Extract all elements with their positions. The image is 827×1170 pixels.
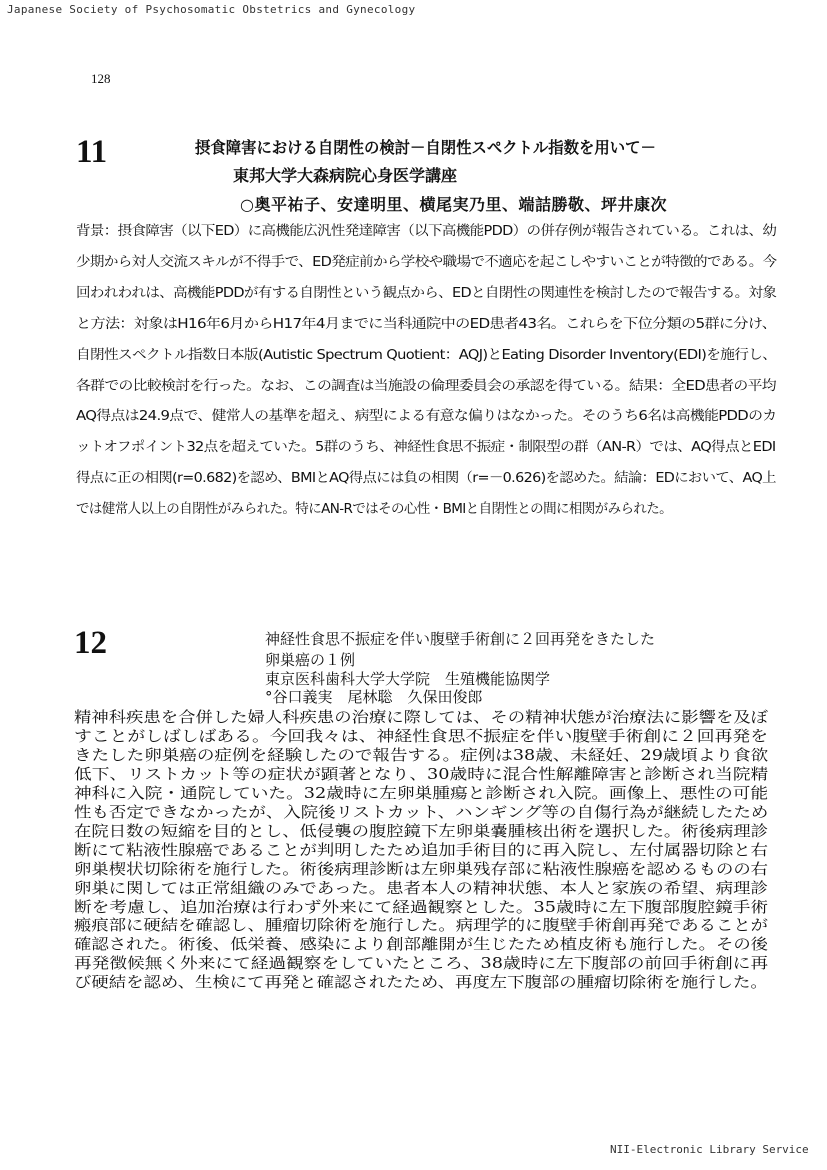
abstract-12-body-line: 確認された。術後、低栄養、感染により創部離開が生じたため植皮術も施行した。その後 — [74, 935, 769, 954]
abstract-12-body-line: 瘢痕部に硬結を確認し、腫瘤切除術を施行した。病理学的に腹壁手術創再発であることが — [74, 916, 769, 935]
abstract-11-affiliation: 東邦大学大森病院心身医学講座 — [233, 166, 458, 185]
abstract-12-body-line: 精神科疾患を合併した婦人科疾患の治療に際しては、その精神状態が治療法に影響を及ぼ — [74, 708, 769, 726]
abstract-11-body-line: では健常人以上の自閉性がみられた。特にAN-Rではその心性・BMIと自閉性との間に相関がみられた。 — [76, 501, 673, 518]
abstract-12-body-line: 在院日数の短縮を目的とし、低侵襲の腹腔鏡下左卵巣嚢腫核出術を選択した。術後病理診 — [74, 821, 769, 840]
abstract-11-body-line: と方法：対象はH16年6月からH17年4月までに当科通院中のED患者43名。これらを下位分類の5群に分け、 — [76, 315, 777, 332]
nii-footer: NII-Electronic Library Service — [610, 1143, 809, 1156]
abstract-12-title-line-2: 卵巣癌の１例 — [265, 651, 356, 669]
abstract-11-body-line: AQ得点は24.9点で、健常人の基準を超え、病型による有意な偏りはなかった。そのうち6名は高機能PDDのカ — [76, 408, 777, 425]
abstract-12-title-line-1: 神経性食思不振症を伴い腹壁手術創に２回再発をきたした — [265, 630, 656, 648]
abstract-12-body-line: 断を考慮し、追加治療は行わず外来にて経過観察とした。35歳時に左下腹部腹腔鏡手術 — [74, 897, 769, 916]
abstract-11-title: 摂食障害における自閉性の検討－自閉性スペクトル指数を用いて－ — [195, 138, 656, 157]
abstract-11-number: 11 — [76, 134, 108, 170]
abstract-12-body-line: 神科に入院・通院していた。32歳時に左卵巣腫瘍と診断され入院。画像上、悪性の可能 — [74, 783, 769, 802]
abstract-11-body-line: 回われわれは、高機能PDDが有する自閉性という観点から、EDと自閉性の関連性を検討したので報告する。対象 — [76, 284, 777, 301]
abstract-11-body-line: 得点に正の相関(r=0.682)を認め、BMIとAQ得点には負の相関（r=－0.626)を認めた。結論：EDにおいて、AQ上 — [76, 470, 776, 487]
abstract-12-body-line: きたした卵巣癌の症例を経験したので報告する。症例は38歳、未経妊、29歳頃より食欲 — [74, 745, 769, 764]
abstract-11-body-line: 自閉性スペクトル指数日本版(Autistic Spectrum Quotient：AQJ)とEating Disorder Inventory(EDI)を施行し、 — [76, 346, 777, 363]
abstract-12-body-line: 断にて粘液性腺癌であることが判明したため追加手術目的に再入院し、左付属器切除と右 — [74, 840, 769, 859]
abstract-12-body-line: 低下、リストカット等の症状が顕著となり、30歳時に混合性解離障害と診断され当院精 — [74, 764, 769, 783]
abstract-12-body-line: 性も否定できなかったが、入院後リストカット、ハンギング等の自傷行為が継続したため — [74, 802, 769, 821]
abstract-12-body-line: 卵巣楔状切除術を施行した。術後病理診断は左卵巣残存部に粘液性腺癌を認めるものの右 — [74, 859, 769, 878]
abstract-12-body-line: 再発徴候無く外来にて経過観察をしていたところ、38歳時に左下腹部の前回手術創に再 — [74, 954, 769, 973]
abstract-12-body-line: すことがしばしばある。今回我々は、神経性食思不振症を伴い腹壁手術創に２回再発を — [74, 726, 769, 745]
abstract-11-body-line: 各群での比較検討を行った。なお、この調査は当施設の倫理委員会の承認を得ている。結果：全ED患者の平均 — [76, 377, 776, 394]
abstract-11-body-line: ットオフポイント32点を超えていた。5群のうち、神経性食思不振症・制限型の群（AN-R）では、AQ得点とEDI — [76, 439, 776, 456]
abstract-12-body-line: び硬結を認め、生検にて再発と確認されたため、再度左下腹部の腫瘤切除術を施行した。 — [74, 973, 768, 992]
abstract-11-authors: ○奥平祐子、安達明里、横尾実乃里、端詰勝敬、坪井康次 — [240, 195, 667, 214]
abstract-12-body-line: 卵巣に関しては正常組織のみであった。患者本人の精神状態、本人と家族の希望、病理診 — [74, 878, 768, 897]
society-header: Japanese Society of Psychosomatic Obstetrics and Gynecology — [7, 3, 416, 16]
abstract-12-number: 12 — [74, 625, 107, 661]
abstract-12-authors: °谷口義実 尾林聡 久保田俊郎 — [265, 688, 483, 706]
abstract-11-body-line: 背景：摂食障害（以下ED）に高機能広汎性発達障害（以下高機能PDD）の併存例が報告されている。これは、幼 — [76, 223, 777, 239]
page-number: 128 — [91, 71, 111, 86]
abstract-11-body-line: 少期から対人交流スキルが不得手で、ED発症前から学校や職場で不適応を起こしやすいことが特徴的である。今 — [76, 253, 777, 270]
abstract-12-affiliation: 東京医科歯科大学大学院 生殖機能協関学 — [265, 670, 551, 688]
